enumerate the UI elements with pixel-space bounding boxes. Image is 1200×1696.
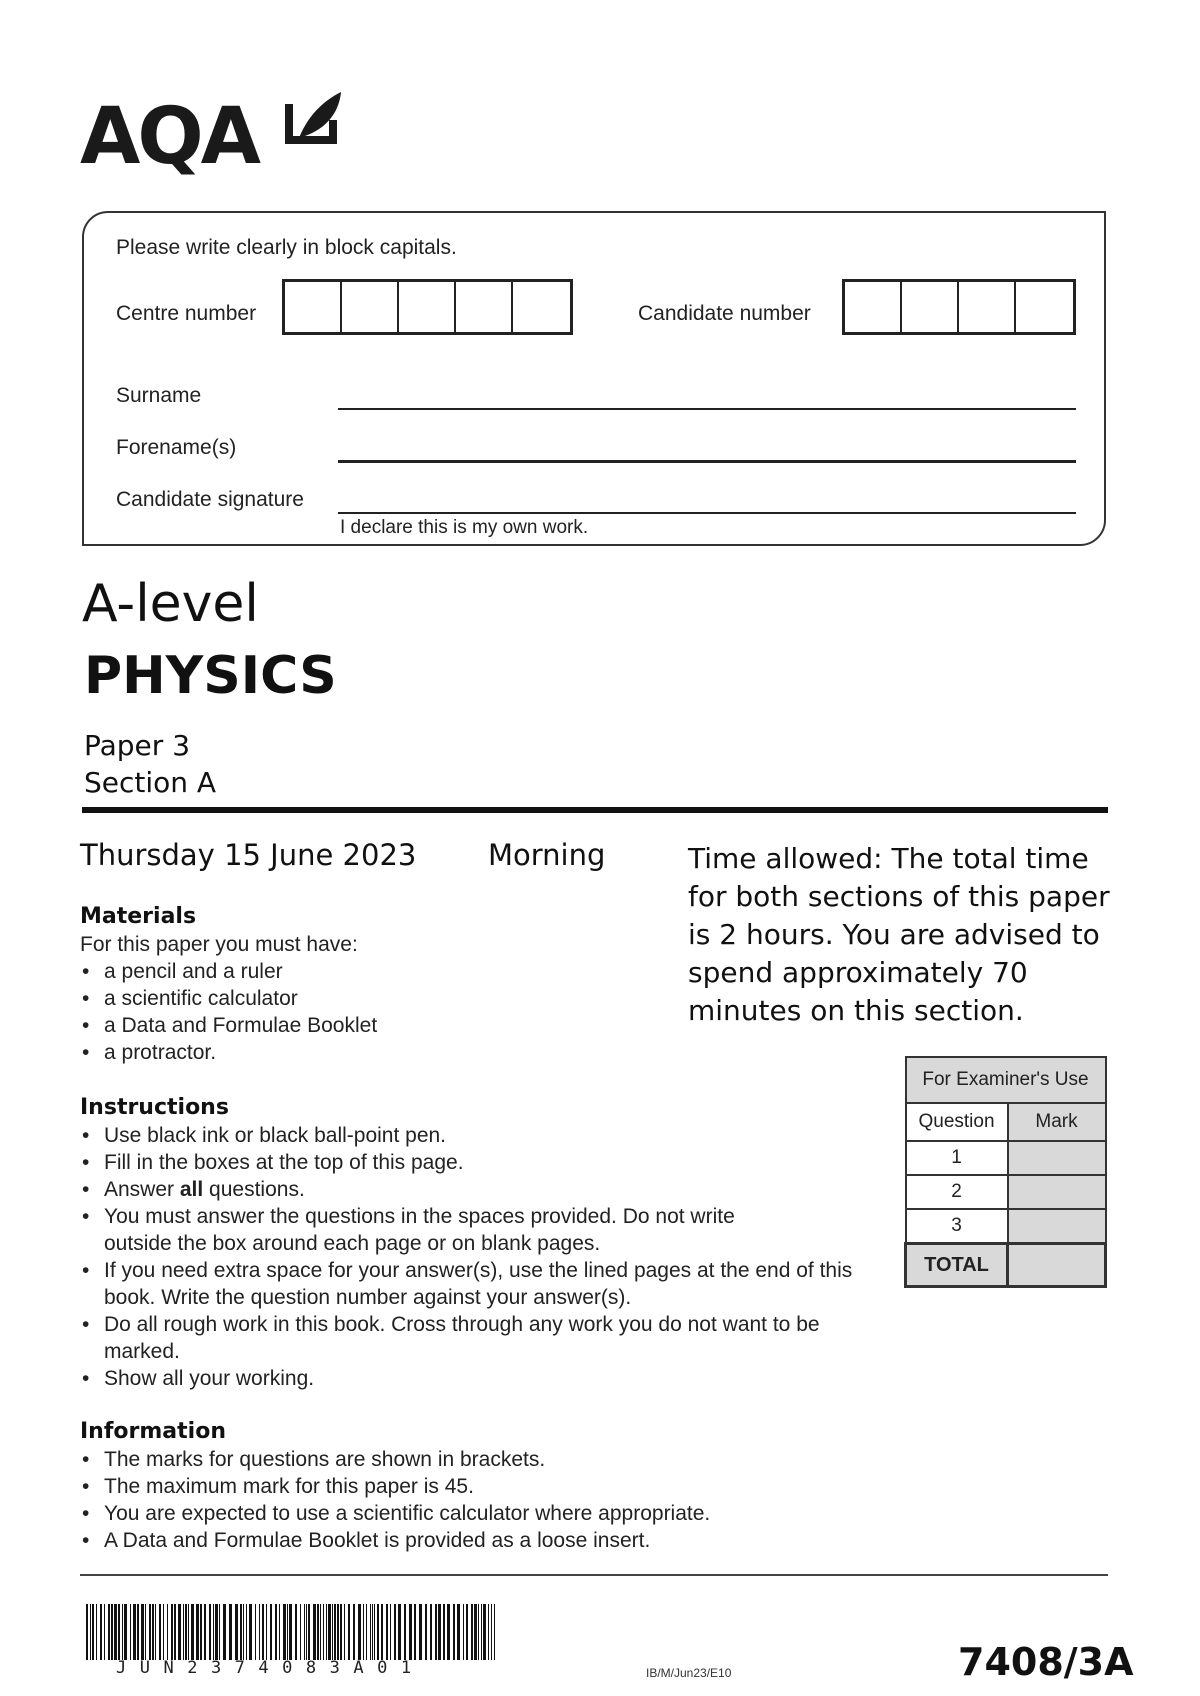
- list-item: • You must answer the questions in the spaces provided. Do not write outside the box around each page or on blank pages.: [80, 1203, 804, 1257]
- barcode-bar: [398, 1604, 401, 1660]
- list-item: • a pencil and a ruler: [80, 958, 600, 985]
- barcode-bar: [178, 1604, 181, 1660]
- barcode-bar: [425, 1604, 427, 1660]
- barcode-bar: [266, 1604, 267, 1660]
- candidate-digit-box[interactable]: [1016, 282, 1073, 332]
- barcode-bar: [124, 1604, 127, 1660]
- barcode-bar: [481, 1604, 482, 1660]
- list-item: • a protractor.: [80, 1039, 600, 1066]
- mark-cell: [1008, 1175, 1106, 1209]
- paper-reference: IB/M/Jun23/E10: [646, 1666, 732, 1680]
- barcode-bar: [344, 1604, 345, 1660]
- barcode-bar: [279, 1604, 280, 1660]
- forename-line[interactable]: [338, 460, 1076, 463]
- qualification-level: A-level: [82, 574, 259, 634]
- barcode-bar: [478, 1604, 479, 1660]
- centre-number-label: Centre number: [116, 302, 257, 325]
- barcode-bar: [443, 1604, 445, 1660]
- barcode-bar: [320, 1604, 321, 1660]
- centre-number-boxes[interactable]: [282, 279, 573, 335]
- barcode-bar: [313, 1604, 316, 1660]
- centre-digit-box[interactable]: [285, 282, 342, 332]
- candidate-digit-box[interactable]: [845, 282, 902, 332]
- barcode-bar: [463, 1604, 464, 1660]
- barcode-bar: [381, 1604, 383, 1660]
- barcode-bar: [447, 1604, 450, 1660]
- paper-section: Section A: [84, 766, 217, 799]
- barcode-bar: [438, 1604, 441, 1660]
- barcode-bar: [229, 1604, 232, 1660]
- barcode-bar: [471, 1604, 473, 1660]
- centre-digit-box[interactable]: [342, 282, 399, 332]
- candidate-digit-box[interactable]: [902, 282, 959, 332]
- barcode-bar: [275, 1604, 277, 1660]
- barcode-bar: [430, 1604, 432, 1660]
- barcode-bar: [488, 1604, 489, 1660]
- paper-code: 7408/3A: [958, 1640, 1134, 1684]
- barcode-bar: [466, 1604, 468, 1660]
- barcode-bar: [118, 1604, 120, 1660]
- block-capitals-instruction: Please write clearly in block capitals.: [116, 236, 457, 259]
- barcode-bar: [200, 1604, 202, 1660]
- barcode-bar: [370, 1604, 371, 1660]
- barcode-bar: [289, 1604, 292, 1660]
- signature-label: Candidate signature: [116, 488, 304, 511]
- total-mark-cell: [1008, 1244, 1106, 1287]
- answer-all-bold: all: [179, 1178, 204, 1201]
- barcode-bar: [287, 1604, 288, 1660]
- mark-cell: [1008, 1141, 1106, 1175]
- barcode-bar: [377, 1604, 379, 1660]
- examiner-use-table: [904, 1056, 1107, 1288]
- barcode-bar: [270, 1604, 272, 1660]
- candidate-digit-box[interactable]: [959, 282, 1016, 332]
- barcode-bar: [453, 1604, 455, 1660]
- barcode-bar: [130, 1604, 131, 1660]
- information-section: [80, 1419, 880, 1554]
- barcode-number: JUN2374083A01: [116, 1658, 425, 1678]
- barcode-bar: [167, 1604, 168, 1660]
- barcode-bar: [240, 1604, 242, 1660]
- centre-digit-box[interactable]: [456, 282, 513, 332]
- barcode-bar: [235, 1604, 238, 1660]
- barcode-bar: [188, 1604, 189, 1660]
- aqa-tick-icon: [285, 90, 343, 146]
- barcode-bar: [141, 1604, 144, 1660]
- barcode-bar: [404, 1604, 406, 1660]
- barcode-bar: [108, 1604, 110, 1660]
- barcode-bar: [306, 1604, 307, 1660]
- instructions-heading: Instructions: [80, 1095, 229, 1120]
- barcode-bar: [262, 1604, 264, 1660]
- barcode-bar: [390, 1604, 391, 1660]
- barcode-bar: [145, 1604, 146, 1660]
- materials-list: [80, 958, 600, 1066]
- barcode-bar: [246, 1604, 247, 1660]
- barcode-bar: [114, 1604, 117, 1660]
- answer-all-post: questions.: [203, 1178, 305, 1201]
- barcode-bar: [90, 1604, 91, 1660]
- barcode-bar: [332, 1604, 333, 1660]
- examiner-use-heading: For Examiner's Use: [906, 1057, 1106, 1103]
- barcode-bar: [159, 1604, 161, 1660]
- centre-digit-box[interactable]: [513, 282, 570, 332]
- list-item: • If you need extra space for your answer(s), use the lined pages at the end of this book. Write the question number against your answer(s).: [80, 1257, 904, 1311]
- barcode-bar: [100, 1604, 102, 1660]
- barcode-bar: [435, 1604, 437, 1660]
- barcode-bar: [363, 1604, 364, 1660]
- barcode-bar: [323, 1604, 324, 1660]
- barcode-bar: [491, 1604, 492, 1660]
- question-number-cell: 2: [906, 1175, 1008, 1209]
- aqa-logo: [80, 88, 345, 188]
- barcode-bar: [409, 1604, 412, 1660]
- barcode-bar: [96, 1604, 97, 1660]
- footer-divider: [80, 1574, 1108, 1576]
- barcode-bar: [155, 1604, 156, 1660]
- barcode-bar: [353, 1604, 355, 1660]
- list-item: [80, 1176, 880, 1203]
- surname-line[interactable]: [338, 408, 1076, 410]
- barcode-bar: [149, 1604, 151, 1660]
- barcode-bar: [300, 1604, 301, 1660]
- barcode-bar: [494, 1604, 495, 1660]
- barcode-bar: [249, 1604, 252, 1660]
- barcode-bar: [185, 1604, 187, 1660]
- information-heading: Information: [80, 1419, 226, 1444]
- barcode-bar: [317, 1604, 319, 1660]
- barcode-bar: [215, 1604, 218, 1660]
- forename-label: Forename(s): [116, 436, 237, 459]
- barcode-bar: [219, 1604, 220, 1660]
- list-item: • A Data and Formulae Booklet is provided as a loose insert.: [80, 1527, 880, 1554]
- list-item: • Do all rough work in this book. Cross through any work you do not want to be marked.: [80, 1311, 844, 1365]
- barcode-bar: [414, 1604, 416, 1660]
- list-item: • Show all your working.: [80, 1365, 880, 1392]
- barcode-bar: [204, 1604, 206, 1660]
- barcode-bar: [104, 1604, 105, 1660]
- paper-info: [84, 727, 216, 801]
- declaration-text: I declare this is my own work.: [340, 517, 589, 538]
- barcode-bar: [174, 1604, 176, 1660]
- centre-digit-box[interactable]: [399, 282, 456, 332]
- barcode-bar: [163, 1604, 164, 1660]
- signature-line[interactable]: [338, 512, 1076, 514]
- barcode-bar: [419, 1604, 422, 1660]
- question-column-header: Question: [906, 1103, 1008, 1141]
- list-item: • Fill in the boxes at the top of this page.: [80, 1149, 880, 1176]
- candidate-number-boxes[interactable]: [842, 279, 1076, 335]
- barcode-bar: [483, 1604, 486, 1660]
- answer-all-pre: Answer: [104, 1178, 180, 1201]
- barcode-bar: [122, 1604, 123, 1660]
- barcode-bar: [358, 1604, 361, 1660]
- barcode-bar: [111, 1604, 113, 1660]
- barcode-bar: [92, 1604, 94, 1660]
- barcode-bar: [191, 1604, 194, 1660]
- barcode-bar: [86, 1604, 88, 1660]
- barcode-bar: [374, 1604, 375, 1660]
- barcode-bar: [133, 1604, 136, 1660]
- candidate-number-label: Candidate number: [638, 302, 811, 325]
- instructions-list: [80, 1122, 880, 1392]
- exam-date: Thursday 15 June 2023: [80, 838, 417, 872]
- barcode-bar: [209, 1604, 211, 1660]
- barcode-bar: [295, 1604, 297, 1660]
- barcode-bar: [386, 1604, 388, 1660]
- barcode-bar: [328, 1604, 331, 1660]
- barcode-bar: [326, 1604, 327, 1660]
- barcode-bar: [372, 1604, 373, 1660]
- barcode-bar: [334, 1604, 336, 1660]
- instructions-section: [80, 1095, 880, 1392]
- barcode-bar: [304, 1604, 305, 1660]
- barcode-bar: [308, 1604, 310, 1660]
- barcode-bar: [340, 1604, 342, 1660]
- barcode-bar: [152, 1604, 154, 1660]
- total-label: TOTAL: [906, 1244, 1008, 1287]
- barcode-bar: [394, 1604, 396, 1660]
- barcode-bar: [183, 1604, 184, 1660]
- list-item: • a Data and Formulae Booklet: [80, 1012, 600, 1039]
- mark-column-header: Mark: [1008, 1103, 1106, 1141]
- barcode-bar: [243, 1604, 244, 1660]
- materials-intro: For this paper you must have:: [80, 933, 358, 956]
- barcode-bar: [457, 1604, 460, 1660]
- barcode-bar: [223, 1604, 226, 1660]
- barcode-bar: [283, 1604, 286, 1660]
- barcode-bar: [337, 1604, 339, 1660]
- list-item: • You are expected to use a scientific calculator where appropriate.: [80, 1500, 880, 1527]
- barcode-bar: [255, 1604, 256, 1660]
- mark-cell: [1008, 1209, 1106, 1244]
- aqa-logo-text: AQA: [80, 92, 259, 182]
- barcode-bar: [366, 1604, 367, 1660]
- barcode-bar: [259, 1604, 260, 1660]
- barcode-bar: [348, 1604, 350, 1660]
- subject-title: PHYSICS: [84, 646, 337, 706]
- question-number-cell: 1: [906, 1141, 1008, 1175]
- materials-section: [80, 904, 600, 1066]
- barcode-bar: [137, 1604, 139, 1660]
- time-allowed: Time allowed: The total time for both sections of this paper is 2 hours. You are advised to spend approximately 70 minutes on this section.: [688, 842, 1110, 1027]
- barcode: [86, 1604, 500, 1660]
- paper-number: Paper 3: [84, 729, 191, 762]
- question-number-cell: 3: [906, 1209, 1008, 1244]
- barcode-bar: [196, 1604, 199, 1660]
- information-list: [80, 1446, 880, 1554]
- barcode-bar: [171, 1604, 173, 1660]
- surname-label: Surname: [116, 384, 202, 407]
- barcode-bar: [474, 1604, 477, 1660]
- list-item: • a scientific calculator: [80, 985, 600, 1012]
- list-item: • Use black ink or black ball-point pen.: [80, 1122, 880, 1149]
- barcode-bar: [213, 1604, 214, 1660]
- title-divider: [82, 807, 1108, 813]
- list-item: • The marks for questions are shown in brackets.: [80, 1446, 880, 1473]
- list-item: • The maximum mark for this paper is 45.: [80, 1473, 880, 1500]
- materials-heading: Materials: [80, 904, 197, 929]
- exam-session: Morning: [488, 838, 606, 872]
